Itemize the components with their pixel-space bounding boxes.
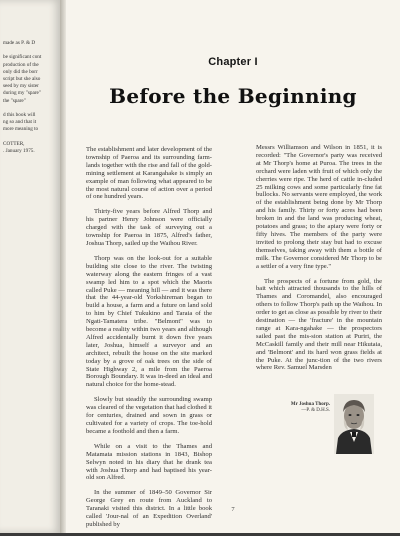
facing-page-line: script but she also — [3, 76, 41, 82]
facing-page-line: seed by my sister — [3, 83, 39, 90]
chapter-label: Chapter I — [208, 56, 258, 68]
facing-page-line: COTTER, — [3, 140, 25, 147]
facing-page-line: made as P. & D — [3, 40, 36, 46]
paragraph: While on a visit to the Thames and Matamata mission stations in 1843, Bishop Selwyn noted in his diary that he drank tea with Joshua Thorp and had baptised his year-old son Alfred. — [86, 442, 212, 482]
paragraph: Slowly but steadily the surrounding swamp was cleared of the vegetation that had clothed it for centuries, drained and sown in grass or cultivated for a variety of crops. The toe-hold became a foothold and then a farm. — [86, 396, 212, 435]
paragraph: The prospects of a fortune from gold, the bait which attracted thousands to the hills of Thames and Coromandel, also encouraged others to follow Thorp's path up the Waihou. In order to get as close as possible by river to their destination — the 'fracture' in the mountain range at Kara-ngahake — the prospectors sailed past the mis-sion station at Puriri, the McCaskill family and their mill near Hikutaia, and 'Belmont' and its hard won grass fields at the Puke. At the junc-tion of the two rivers where Rev. Samuel Marsden — [256, 277, 382, 372]
caption-name: Mr Joshua Thorp. — [290, 402, 330, 407]
facing-page-line: production of the — [3, 61, 39, 68]
portrait-image — [334, 394, 374, 454]
facing-page — [0, 0, 62, 533]
facing-page-line: during my "spare" — [3, 90, 41, 97]
page-number: 7 — [231, 506, 235, 513]
portrait-caption — [256, 402, 330, 414]
facing-page-line: ng so and that it — [3, 119, 37, 126]
chapter-title: Before the Beginning — [109, 84, 357, 108]
facing-page-line: d this book will — [3, 112, 36, 118]
facing-page-line: be significant cont — [3, 54, 42, 61]
paragraph: In the summer of 1849–50 Governor Sir George Grey en route from Auckland to Taranaki visited this district. In a little book called 'Jour-nal of an Expedition Overland' published by — [86, 489, 212, 528]
left-column — [86, 146, 212, 536]
paragraph: Thorp was on the look-out for a suitable building site close to the river. The twisting waterway along the eastern fringes of a vast swamp led him to a spot which the Maoris called Puke — meaning hill — and it was there that the 44-year-old Yorkshireman began to build a house, a farm and a future on land sold to him by Chief Tukukino and Taraia of the Ngati-Tamatera tribe. "Belmont" was to become a reality within two years and although Alfred accidentally burnt it down five years later, Joshua, himself a surveyor and an architect, rebuilt the house on the site marked today by a grove of oak trees on the side of State Highway 2, a mile from the Paeroa Borough Boundary. It was in-deed an ideal and natural choice for the home-stead. — [86, 254, 212, 389]
facing-page-line: more meaning to — [3, 126, 39, 133]
book-page — [66, 0, 400, 533]
portrait-figure — [256, 394, 382, 459]
facing-page-line: only did the borr — [3, 68, 38, 75]
facing-page-line: . January 1975. — [3, 148, 35, 154]
paragraph: Messrs Williamson and Wilson in 1851, it is recorded: "The Governor's party was received at Mr Thorp's home at Puroa. The trees in the orchard were laden with fruit of which only the cherries were ripe. The herd of cattle in-cluded 25 milking cows and some particularly fine fat bullocks. No servants were employed, the work of the establishment being done by Mr Thorp and his family. Thirty or forty acres had been broken in and the land was producing wheat, potatoes and grass; to the apiary were forty or fifty hives. The members of the party were invited to prolong their stay but had to excuse themselves, taking away with them a bottle of milk. The Governor considered Mr Thorp to be a settler of a very fine type." — [256, 144, 382, 270]
caption-credit: —P. & D.H.S. — [301, 408, 330, 413]
paragraph: The establishment and later development of the township of Paeroa and its surrounding farm-lands together with the rise and fall of the gold-mining settlement at Karangahake is simply an example of man following what appeared to be the most natural course of action over a period of one hundred years. — [86, 146, 212, 201]
paragraph: Thirty-five years before Alfred Thorp and his partner Henry Johnson were officially charged with the task of surveying out a township for Paeroa in 1875, Alfred's father, Joshua Thorp, sailed up the Waihou River. — [86, 208, 212, 247]
right-column — [256, 144, 382, 379]
facing-page-line: the "spare" — [3, 97, 26, 104]
